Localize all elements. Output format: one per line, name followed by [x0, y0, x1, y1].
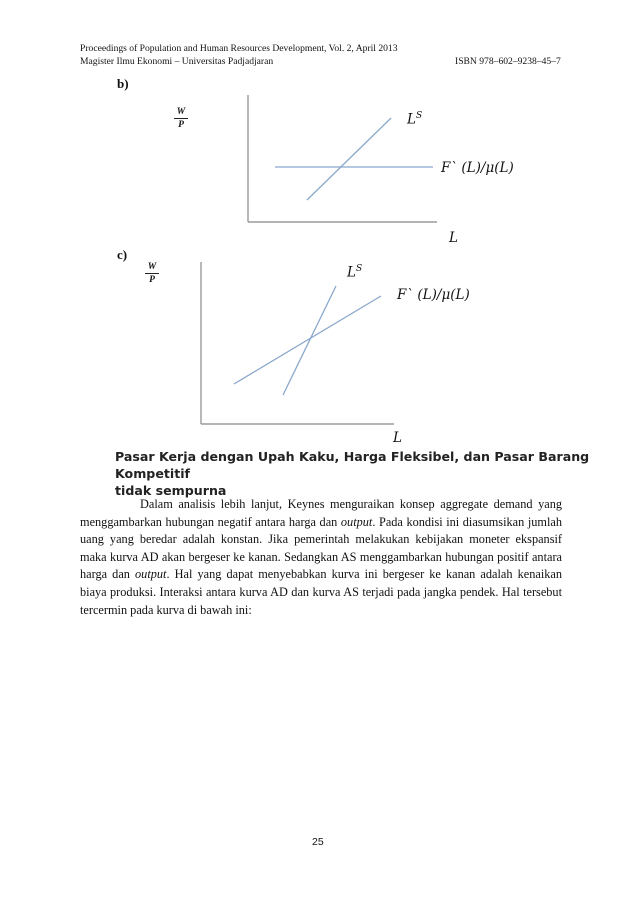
figure-b-y-axis-label: W P: [174, 107, 188, 130]
figure-b-x-axis-label: L: [449, 230, 458, 246]
figure-b-supply-label: $L^S$: [407, 111, 423, 128]
header-isbn: ISBN 978–602–9238–45–7: [455, 56, 561, 67]
figure-c-supply-line: [283, 286, 336, 395]
figure-c-label: c): [117, 247, 128, 262]
figure-c-supply-label: $L^S$: [347, 264, 363, 281]
header-institution: Magister Ilmu Ekonomi – Universitas Padjadjaran: [80, 56, 274, 67]
figure-c-demand-label: F` (L)/μ(L): [397, 287, 470, 303]
figure-caption-line2: tidak sempurna: [115, 483, 227, 498]
figure-caption-line1: Pasar Kerja dengan Upah Kaku, Harga Fleksibel, dan Pasar Barang Kompetitif: [115, 449, 590, 481]
figure-caption: [115, 448, 595, 499]
figure-b-label: b): [117, 76, 129, 91]
figure-c-x-axis-label: L: [393, 430, 402, 446]
header-proceedings: Proceedings of Population and Human Resources Development, Vol. 2, April 2013: [80, 43, 398, 54]
body-paragraph: Dalam analisis lebih lanjut, Keynes menguraikan konsep aggregate demand yang menggambarkan hubungan negatif antara harga dan output. Pada kondisi ini diasumsikan jumlah uang yang beredar adalah konstan. Jika pemerintah melakukan kebijakan moneter ekspansif maka kurva AD akan bergeser ke kanan. Sedangkan AS menggambarkan hubungan positif antara harga dan output. Hal yang dapat menyebabkan kurva ini bergeser ke kanan adalah kenaikan biaya produksi. Interaksi antara kurva AD dan kurva AS terjadi pada jangka pendek. Hal tersebut tercermin pada kurva di bawah ini:: [80, 497, 562, 617]
figure-b-demand-label: F` (L)/μ(L): [441, 160, 514, 176]
figure-c-demand-line: [234, 296, 381, 384]
page-number: 25: [312, 836, 324, 848]
figure-b-supply-line: [307, 118, 391, 200]
figure-c-axes: [201, 262, 394, 424]
figure-c-y-axis-label: W P: [145, 262, 159, 285]
